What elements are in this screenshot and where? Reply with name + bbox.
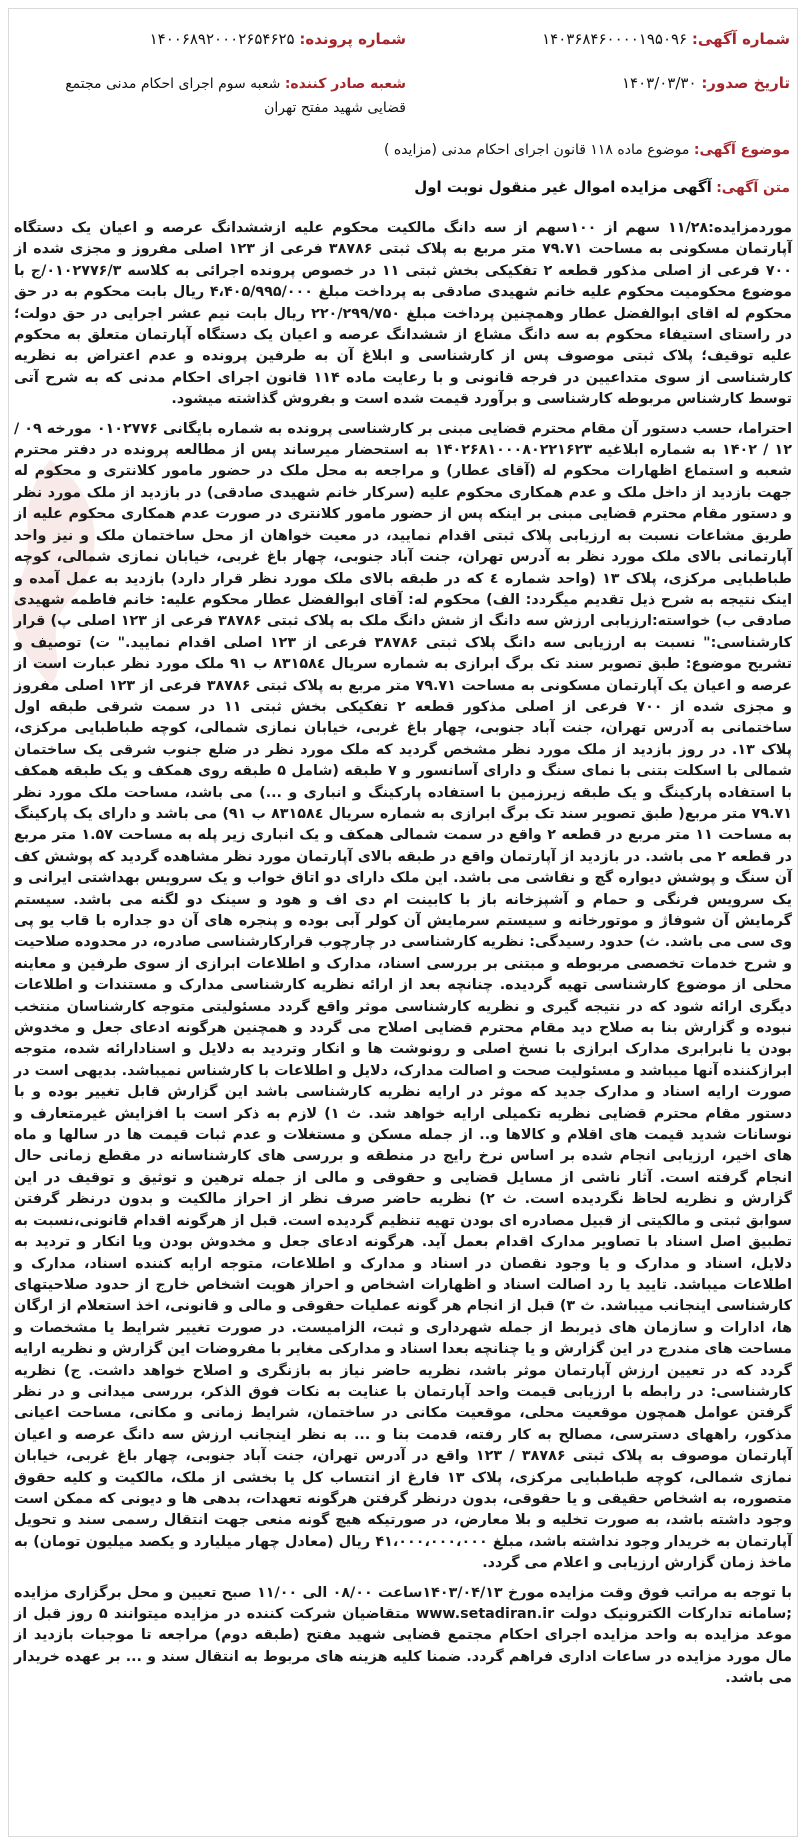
issue-date [622, 72, 790, 94]
text-title [414, 178, 790, 196]
case-number [150, 28, 406, 50]
text-title-value: آگهی مزایده اموال غیر منقول نوبت اول [414, 178, 712, 196]
subject-value: موضوع ماده ۱۱۸ قانون اجرای احکام مدنی (مزایده ) [383, 142, 690, 158]
paragraph-auction-item: موردمزایده:۱۱/۲۸ سهم از ۱۰۰سهم از سه دانگ مالکیت محکوم علیه ازششدانگ عرصه و اعیان یک دستگاه آپارتمان مسکونی به مساحت ۷۹.۷۱ متر مربع به پلاک ثبتی ۳۸۷۸۶ فرعی از ۱۲۳ اصلی مفروز و مجزی شده از ۷۰۰ فرعی از اصلی مذکور قطعه ۲ تفکیکی بخش ثبتی ۱۱ در خصوص پرونده اجرائی به کلاسه ۰۱۰۲۷۷۶/۳/ج با موضوع محکومیت محکوم علیه خانم شهیدی صادقی به پرداخت مبلغ ۴،۴۰۵/۹۹۵/۰۰۰ ریال بابت محکوم به در حق محکوم له اقای ابوالفضل عطار وهمچنین پرداخت مبلغ ۲۲۰/۲۹۹/۷۵۰ ریال بابت نیم عشر اجرایی در حق دولت؛ در راستای استیفاء محکوم به سه دانگ مشاع از ششدانگ عرصه و اعیان یک دستگاه آپارتمان متعلق به محکوم علیه توقیف؛ پلاک ثبتی موصوف پس از کارشناسی و ابلاغ آن به طرفین پرونده و عدم اعتراض به نظریه کارشناسی از سوی متداعیین در فرجه قانونی و با رعایت ماده ۱۱۴ قانون اجرای احکام مدنی که به شرح آتی توسط کارشناس مربوطه کارشناسی و برآورد قیمت شده است و بفروش گذاشته میشود. [14, 220, 793, 408]
issue-date-value: ۱۴۰۳/۰۳/۳۰ [621, 74, 697, 92]
issuing-branch [26, 72, 406, 120]
notice-number-value: ۱۴۰۳۶۸۴۶۰۰۰۰۱۹۵۰۹۶ [542, 30, 688, 48]
issue-date-label: تاریخ صدور: [701, 74, 790, 92]
notice-number-label: شماره آگهی: [691, 30, 790, 48]
case-number-value: ۱۴۰۰۶۸۹۲۰۰۰۲۶۵۴۶۲۵ [149, 30, 295, 48]
notice-number [542, 28, 790, 50]
case-number-label: شماره پرونده: [299, 30, 406, 48]
text-label: متن آگهی: [716, 180, 790, 196]
paragraph-expert-report: احتراما، حسب دستور آن مقام محترم قضایی مبنی بر کارشناسی پرونده به شماره بایگانی ۰۱۰۲۷۷۶ مورخه ۰۹ / ۱۲ / ۱۴۰۲ به شماره ابلاغیه ۱۴۰۲۶۸۱۰۰۰۸۰۲۲۱۶۲۳ به استحضار میرساند پس از مطالعه پرونده در دفتر محترم شعبه و استماع اظهارات محکوم له (آقای عطار) و مراجعه به محل ملک در حضور مامور کلانتری و محکوم له جهت بازدید از داخل ملک و عدم همکاری محکوم علیه (سرکار خانم شهیدی صادقی) در بازدید از ملک مورد نظر و دستور مقام محترم قضایی مبنی بر اینکه پس از حضور مامور کلانتری در صورت عدم همکاری محکوم علیه از طریق مشاعات نسبت به ارزیابی پلاک ثبتی اقدام نمایید، در معیت خواهان از محل ساختمان ملک و نیز واحد آپارتمانی بالای ملک مورد نظر به آدرس تهران، جنت آباد جنوبی، چهار باغ غربی، خیابان نمازی شمالی، کوچه طباطبایی مرکزی، پلاک ۱۳ (واحد شماره ٤ که در طبقه بالای ملک مورد نظر قرار دارد) بازدید به عمل آمده و اینک نتیجه به شرح ذیل تقدیم میگردد: الف) محکوم له: آقای ابوالفضل عطار محکوم علیه: خانم فاطمه شهیدی صادقی ب) خواسته:ارزیابی ارزش سه دانگ از شش دانگ ملک به پلاک ثبتی ۳۸۷۸۶ فرعی از ۱۲۳ اصلی پ) قرار کارشناسی:" نسبت به ارزیابی سه دانگ پلاک ثبتی ۳۸۷۸۶ فرعی از ۱۲۳ اصلی اقدام نمایید." ت) توصیف و تشریح موضوع: طبق تصویر سند تک برگ ابرازی به شماره سریال ۸۳۱۵۸٤ ب ۹۱ ملک مورد نظر عبارت است از عرصه و اعیان یک آپارتمان مسکونی به مساحت ۷۹.۷۱ متر مربع به پلاک ثبتی ۳۸۷۸۶ فرعی از ۱۲۳ اصلی مفروز و مجزی شده از ۷۰۰ فرعی از اصلی مذکور قطعه ۲ تفکیکی بخش ثبتی ۱۱ در سمت شرقی طبقه اول ساختمانی به آدرس تهران، جنت آباد جنوبی، چهار باغ غربی، خیابان نمازی شمالی، کوچه طباطبایی مرکزی، پلاک ۱۳. در روز بازدید از ملک مورد نظر مشخص گردید که ملک مورد نظر در ضلع جنوب شرقی یک ساختمان شمالی با اسکلت بتنی با نمای سنگ و دارای آسانسور و ۷ طبقه (شامل ۵ طبقه روی همکف و یک طبقه همکف با استفاده پارکینگ و یک طبقه زیرزمین با استفاده پارکینگ و انباری و ...) می باشد، مساحت ملک مورد نظر ۷۹.۷۱ متر مربع( طبق تصویر سند تک برگ ابرازی به شماره سریال ۸۳۱۵۸٤ ب ۹۱) می باشد و دارای یک پارکینگ به مساحت ۱۱ متر مربع در قطعه ۲ واقع در سمت شمالی همکف و یک انباری زیر پله به مساحت ۱.۵۷ متر مربع در قطعه ۲ می باشد. در بازدید از آپارتمان واقع در طبقه بالای آپارتمان مورد نظر مشاهده گردید که پوشش کف آن سنگ و پوشش دیواره گچ و نقاشی می باشد. این ملک دارای دو اتاق خواب و یک سرویس بهداشتی ایرانی و یک سرویس فرنگی و حمام و آشپزخانه باز با کابینت ام دی اف و هود و سینک دو لگنه می باشد. سیستم گرمایش آن شوفاژ و موتورخانه و سیستم سرمایش آن کولر آبی بوده و پنجره های آن دو جداره با قاب یو پی وی سی می باشد. ث) حدود رسیدگی: نظریه کارشناسی در چارچوب قرارکارشناسی صادره، در محدوده صلاحیت و شرح خدمات تخصصی مربوطه و مبتنی بر بررسی اسناد، مدارک و اطلاعات ابرازی از سوی طرفین و معاینه محلی از موضوع کارشناسی تهیه گردیده. چنانچه بعد از ارائه نظریه کارشناسی مدارک و مستندات و اطلاعات دیگری ارائه شود که در نتیجه گیری و نظریه کارشناسی موثر واقع گردد مسئولیتی متوجه کارشناسان منتخب نبوده و گزارش بنا به صلاح دید مقام محترم قضایی اصلاح می گردد و همچنین هرگونه ادعای جعل و مخدوش بودن یا نابرابری مدارک ابرازی با نسخ اصلی و رونوشت ها و انکار وتردید به دلایل و اسنادارائه شده، متوجه ابرازکننده آنها میباشد و مسئولیت صحت و اصالت مدارک، دلایل و اطلاعات با کارشناس نمیباشد. بدیهی است در صورت ارایه اسناد و مدارک جدید که موثر در ارایه نظریه کارشناسی باشد این گزارش قابل تغییر بوده و با دستور مقام محترم قضایی نظریه تکمیلی ارایه خواهد شد. ث ۱) لازم به ذکر است با افزایش غیرمتعارف و نوسانات شدید قیمت های اقلام و کالاها و.. از جمله مسکن و مستغلات و عدم ثبات قیمت ها در سالها و ماه های اخیر، ارزیابی انجام شده بر اساس نرخ رایج در منطقه و بررسی های کارشناسانه در مقطع زمانی حال انجام گرفته است. آثار ناشی از مسایل قضایی و حقوقی و مالی از جمله ترهین و توثیق و توقیف در این گزارش و نظریه لحاظ نگردیده است. ث ۲) نظریه حاضر صرف نظر از احراز مالکیت و بدون درنظر گرفتن سوابق ثبتی و مالکیتی از قبیل مصادره ای بودن تهیه تنظیم گردیده است. قبل از هرگونه اقدام قانونی،نسبت به تطبیق اصل اسناد با تصاویر مدارک اقدام بعمل آید. هرگونه ادعای جعل و مخدوش بودن ویا انکار و تردید به دلایل، اسناد و مدارک و یا وجود نقصان در اسناد و مدارک و اطلاعات، متوجه ارایه کننده اسناد، مدارک و اطلاعات میباشد. تایید یا رد اصالت اسناد و اظهارات اشخاص و احراز هویت اشخاص خارج از حدود صلاحیتهای کارشناسی اینجانب میباشد. ث ۳) قبل از انجام هر گونه عملیات حقوقی و مالی و قانونی، اخذ استعلام از ارگان ها، ادارات و سازمان های ذیربط از جمله شهرداری و ثبت، الزامیست. در صورت تغییر شرایط یا مشخصات و مساحت های مندرج در این گزارش و یا چنانچه بعدا اسناد و مدارکی مغایر با مفروضات این گزارش و نظریه ارایه گردد که در تعیین ارزش آپارتمان موثر باشد، نظریه حاضر نیاز به بازنگری و اصلاح خواهد داشت. ج) نظریه کارشناسی: در رابطه با ارزیابی قیمت واحد آپارتمان با عنایت به نکات فوق الذکر، بررسی میدانی و در نظر گرفتن عوامل همچون موقعیت محلی، موقعیت مکانی در ساختمان، شرایط زمانی و مکانی، مساحت اعیانی مذکور، راههای دسترسی، مصالح به کار رفته، قدمت بنا و ... به نظر اینجانب ارزش سه دانگ عرصه و اعیان آپارتمان موصوف به پلاک ثبتی ۳۸۷۸۶ / ۱۲۳ واقع در آدرس تهران، جنت آباد جنوبی، چهار باغ غربی، خیابان نمازی شمالی، کوچه طباطبایی مرکزی، پلاک ۱۳ فارغ از انتساب کل یا بخشی از ملک، مالکیت و کلیه حقوق متصوره، به اشخاص حقیقی و یا حقوقی، بدون درنظر گرفتن هرگونه تعهدات، بدهی ها و دیونی که ممکن است وجود داشته باشد، به صورت تخلیه و بلا معارض، در صورتیکه هیچ گونه منعی جهت انتقال رسمی سند و تحویل آپارتمان به خریدار وجود نداشته باشد، مبلغ ۴۱،۰۰۰،۰۰۰،۰۰۰ ریال (معادل چهار میلیارد و یکصد میلیون تومان) به ماخذ زمان گزارش ارزیابی و اعلام می گردد. [13, 420, 793, 1572]
subject-label: موضوع آگهی: [693, 142, 790, 158]
issuing-branch-value: شعبه سوم اجرای احکام مدنی مجتمع قضایی شهید مفتح تهران [65, 76, 406, 116]
subject [384, 142, 790, 158]
paragraph-auction-time: با توجه به مراتب فوق وقت مزایده مورخ ۱۴۰۳/۰۴/۱۳ساعت ۰۸/۰۰ الی ۱۱/۰۰ صبح تعیین و محل برگزاری مزایده ;سامانه تدارکات الکترونیک دولت www.setadiran.ir متقاضیان شرکت کننده در مزایده میتوانند ۵ روز قبل از موعد مزایده به واحد مزایده اجرای احکام مجتمع قضایی شهید مفتح (طبقه دوم) مراجعه تا موجبات بازدید از مال مورد مزایده در ساعات اداری فراهم گردد. ضمنا کلیه هزینه های مربوط به انتقال سند و ... بر عهده خریدار می باشد. [14, 1584, 793, 1687]
notice-body [14, 218, 792, 1698]
issuing-branch-label: شعبه صادر کننده: [284, 76, 406, 92]
